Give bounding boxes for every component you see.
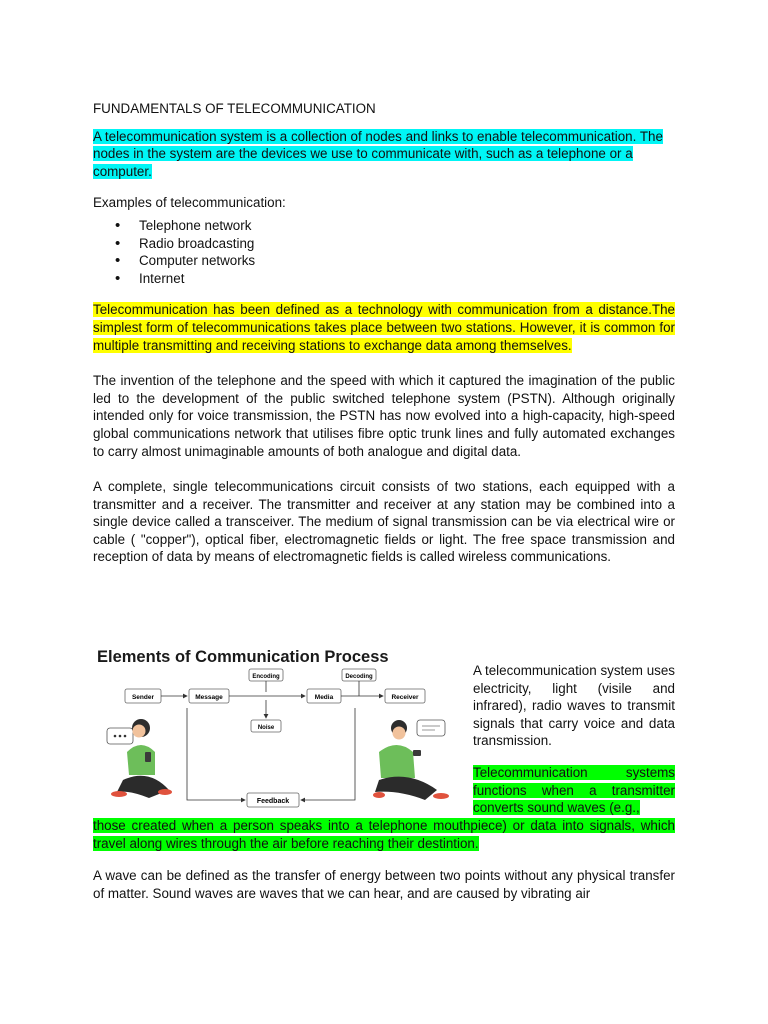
page-title: FUNDAMENTALS OF TELECOMMUNICATION [93, 101, 376, 116]
feedback-node [247, 793, 299, 807]
svg-text:Encoding: Encoding [252, 674, 280, 680]
side-paragraph: A telecommunication system uses electricity, light (visile and infrared), radio waves to transmit signals that carry voice and data transmission. [473, 663, 675, 749]
list-item: • Internet [139, 270, 675, 288]
sender-person-illustration [107, 719, 172, 798]
svg-text:Sender: Sender [131, 694, 155, 701]
svg-text:Media: Media [314, 694, 334, 701]
examples-label: Examples of telecommunication: [93, 195, 286, 211]
circuit-paragraph: A complete, single telecommunications circuit consists of two stations, each equipped with a transmitter and a receiver. The transmitter and receiver at any station may be combined into a single device called a transceiver. The medium of signal transmission can be via electrical wire or cable ( "copper"), optical fiber, electromagnetic fields or light. The free space transmission and reception of data by means of electromagnetic fields is called wireless communications. [93, 479, 675, 565]
sender-node [125, 689, 161, 703]
definition-highlight: Telecommunication has been defined as a technology with communication from a distance.The simplest form of telecommunications takes place between two stations. However, it is common for multiple transmitting and receiving stations to exchange data among themselves. [93, 302, 675, 353]
green-paragraph-top [473, 764, 675, 817]
side-text [473, 662, 675, 817]
message-node [189, 689, 229, 703]
wave-paragraph-block [93, 867, 675, 902]
media-node [307, 689, 341, 703]
green-paragraph-continued [93, 817, 675, 852]
svg-text:Decoding: Decoding [345, 674, 373, 680]
examples-list [93, 217, 675, 287]
svg-text:Message: Message [195, 694, 223, 701]
intro-paragraph [93, 128, 675, 181]
green-highlight-bottom: those created when a person speaks into a telephone mouthpiece) or data into signals, which travel along wires through the air before reaching their destintion. [93, 818, 675, 851]
receiver-node [385, 689, 425, 703]
receiver-person-illustration [373, 720, 449, 800]
definition-paragraph [93, 301, 675, 354]
list-item: • Telephone network [139, 217, 675, 235]
green-highlight-top: Telecommunication systems functions when a transmitter converts sound waves (e.g., [473, 764, 675, 816]
noise-node [251, 720, 281, 732]
encoding-node [249, 669, 283, 681]
telephone-paragraph: The invention of the telephone and the speed with which it captured the imagination of the public led to the development of the public switched telephone system (PSTN). Although originally intended only for voice transmission, the PSTN has now evolved into a high-capacity, high-speed global communications network that utilises fibre optic trunk lines and fully automated exchanges to carry almost unimaginable amounts of both analogue and digital data. [93, 373, 675, 459]
list-item: • Radio broadcasting [139, 235, 675, 253]
figure-title: Elements of Communication Process [97, 648, 389, 666]
communication-process-figure [89, 640, 463, 810]
wave-paragraph: A wave can be defined as the transfer of energy between two points without any physical transfer of matter. Sound waves are waves that we can hear, and are caused by vibrating air [93, 868, 675, 901]
document-body [93, 100, 675, 566]
svg-text:Receiver: Receiver [391, 694, 419, 701]
intro-highlight: A telecommunication system is a collection of nodes and links to enable telecommunication. The nodes in the system are the devices we use to communicate with, such as a telephone or a computer. [93, 128, 663, 179]
decoding-node [342, 669, 376, 681]
svg-text:Feedback: Feedback [256, 798, 290, 805]
svg-text:Noise: Noise [257, 725, 275, 731]
list-item: • Computer networks [139, 252, 675, 270]
